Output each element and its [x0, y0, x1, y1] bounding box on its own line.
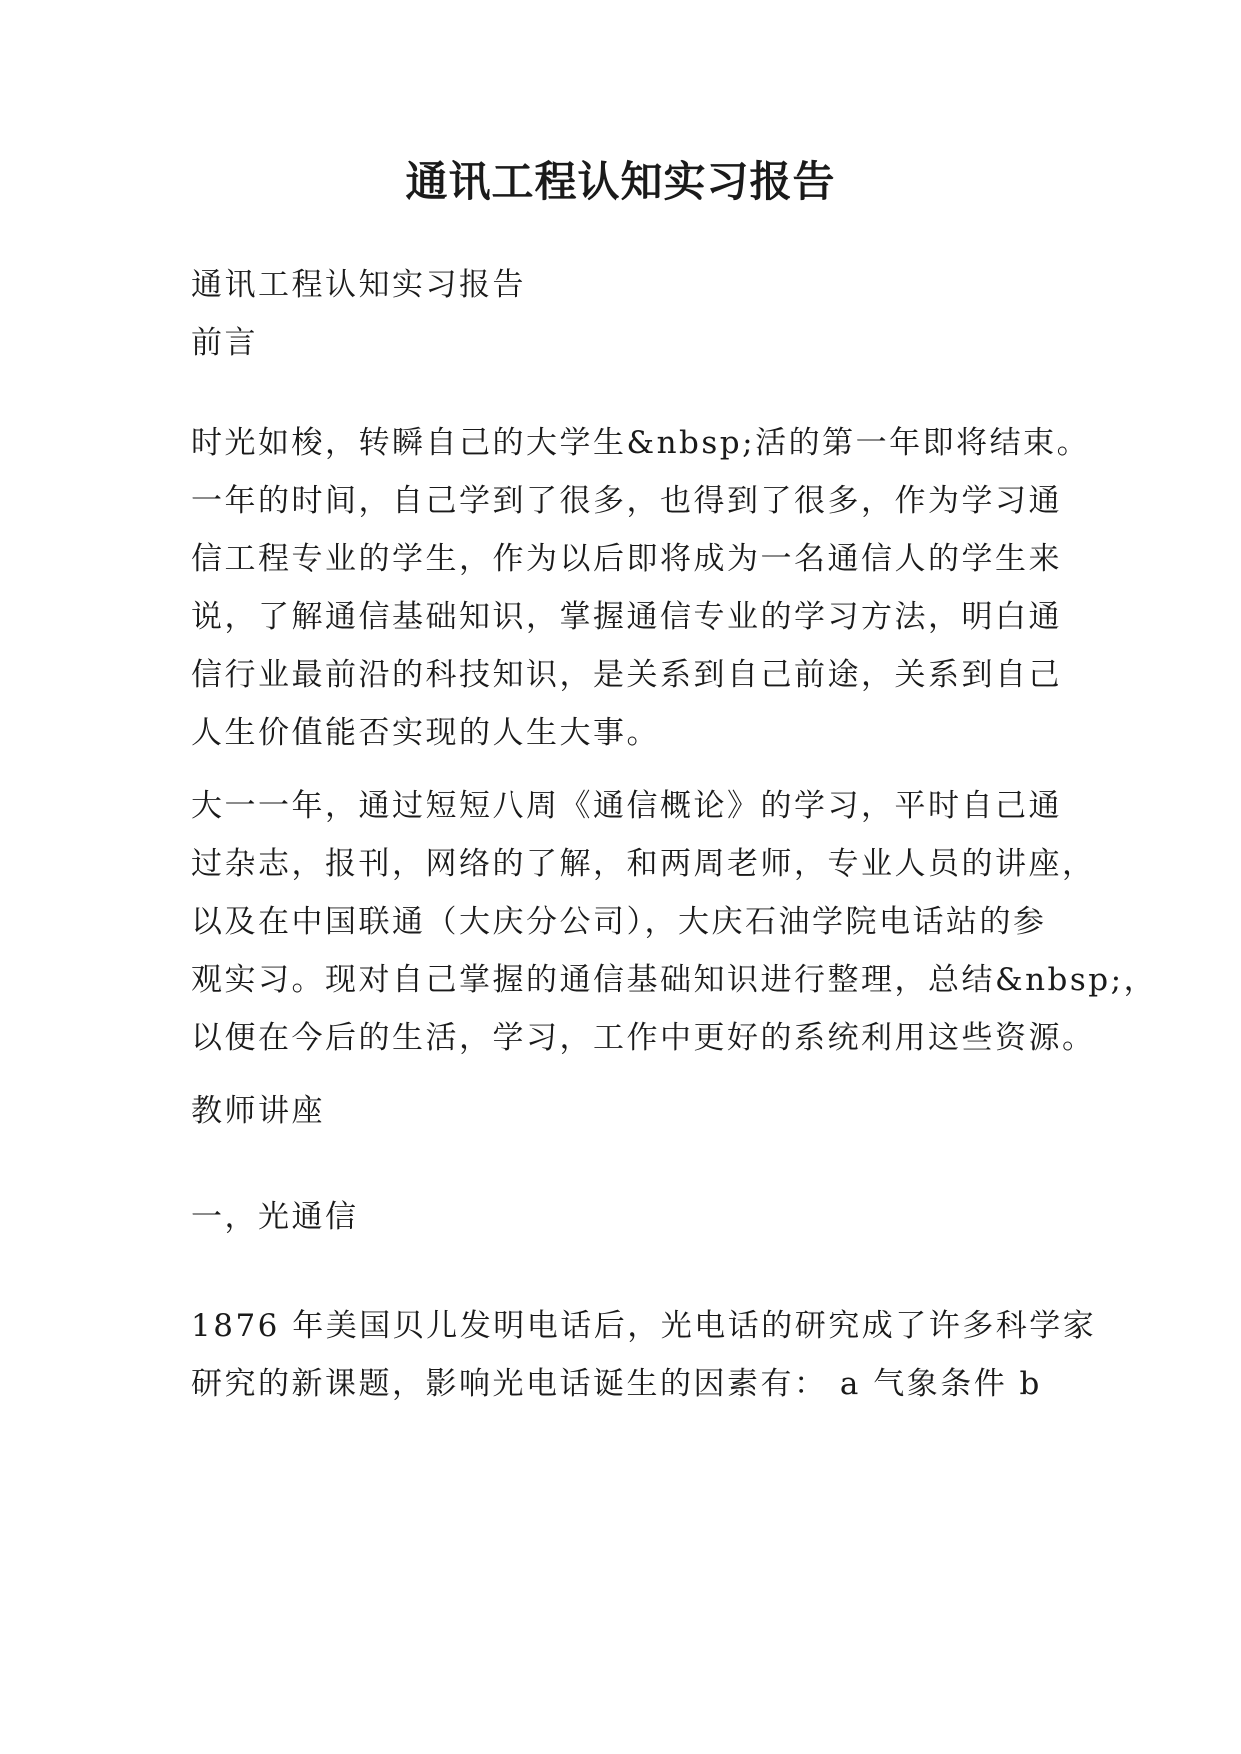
document-title: 通讯工程认知实习报告 — [405, 157, 836, 206]
paragraph-line: 以及在中国联通（大庆分公司），大庆石油学院电话站的参 — [191, 904, 1047, 940]
section-heading-lecture — [191, 1082, 1071, 1140]
section-heading-text: 教师讲座 — [191, 1093, 325, 1129]
section-heading-preface: 前言 — [191, 325, 258, 361]
paragraph-line: 信工程专业的学生，作为以后即将成为一名通信人的学生来 — [191, 541, 1062, 577]
paragraph-line: 以便在今后的生活，学习，工作中更好的系统利用这些资源。 — [191, 1020, 1096, 1056]
paragraph-line: 说，了解通信基础知识，掌握通信专业的学习方法，明白通 — [191, 599, 1062, 635]
paragraph-intro — [191, 414, 1091, 762]
document-subtitle — [191, 256, 1071, 372]
paragraph-line: 观实习。现对自己掌握的通信基础知识进行整理，总结&nbsp;， — [191, 962, 1158, 998]
paragraph-line: 大一一年，通过短短八周《通信概论》的学习，平时自己通 — [191, 788, 1062, 824]
subtitle-line: 通讯工程认知实习报告 — [191, 267, 526, 303]
paragraph-line: 一年的时间，自己学到了很多，也得到了很多，作为学习通 — [191, 483, 1062, 519]
paragraph-line: 信行业最前沿的科技知识，是关系到自己前途，关系到自己 — [191, 657, 1062, 693]
paragraph-optical — [191, 1297, 1097, 1413]
section-heading-text: 一，光通信 — [191, 1199, 359, 1235]
paragraph-line: 时光如梭，转瞬自己的大学生&nbsp;活的第一年即将结束。 — [191, 425, 1091, 461]
paragraph-study — [191, 777, 1158, 1067]
paragraph-line: 1876 年美国贝儿发明电话后，光电话的研究成了许多科学家 — [191, 1308, 1097, 1344]
paragraph-line: 人生价值能否实现的人生大事。 — [191, 715, 660, 751]
section-heading-optical — [191, 1188, 1071, 1246]
paragraph-line: 过杂志，报刊，网络的了解，和两周老师，专业人员的讲座， — [191, 846, 1096, 882]
paragraph-line: 研究的新课题，影响光电话诞生的因素有： a 气象条件 b — [191, 1366, 1042, 1402]
